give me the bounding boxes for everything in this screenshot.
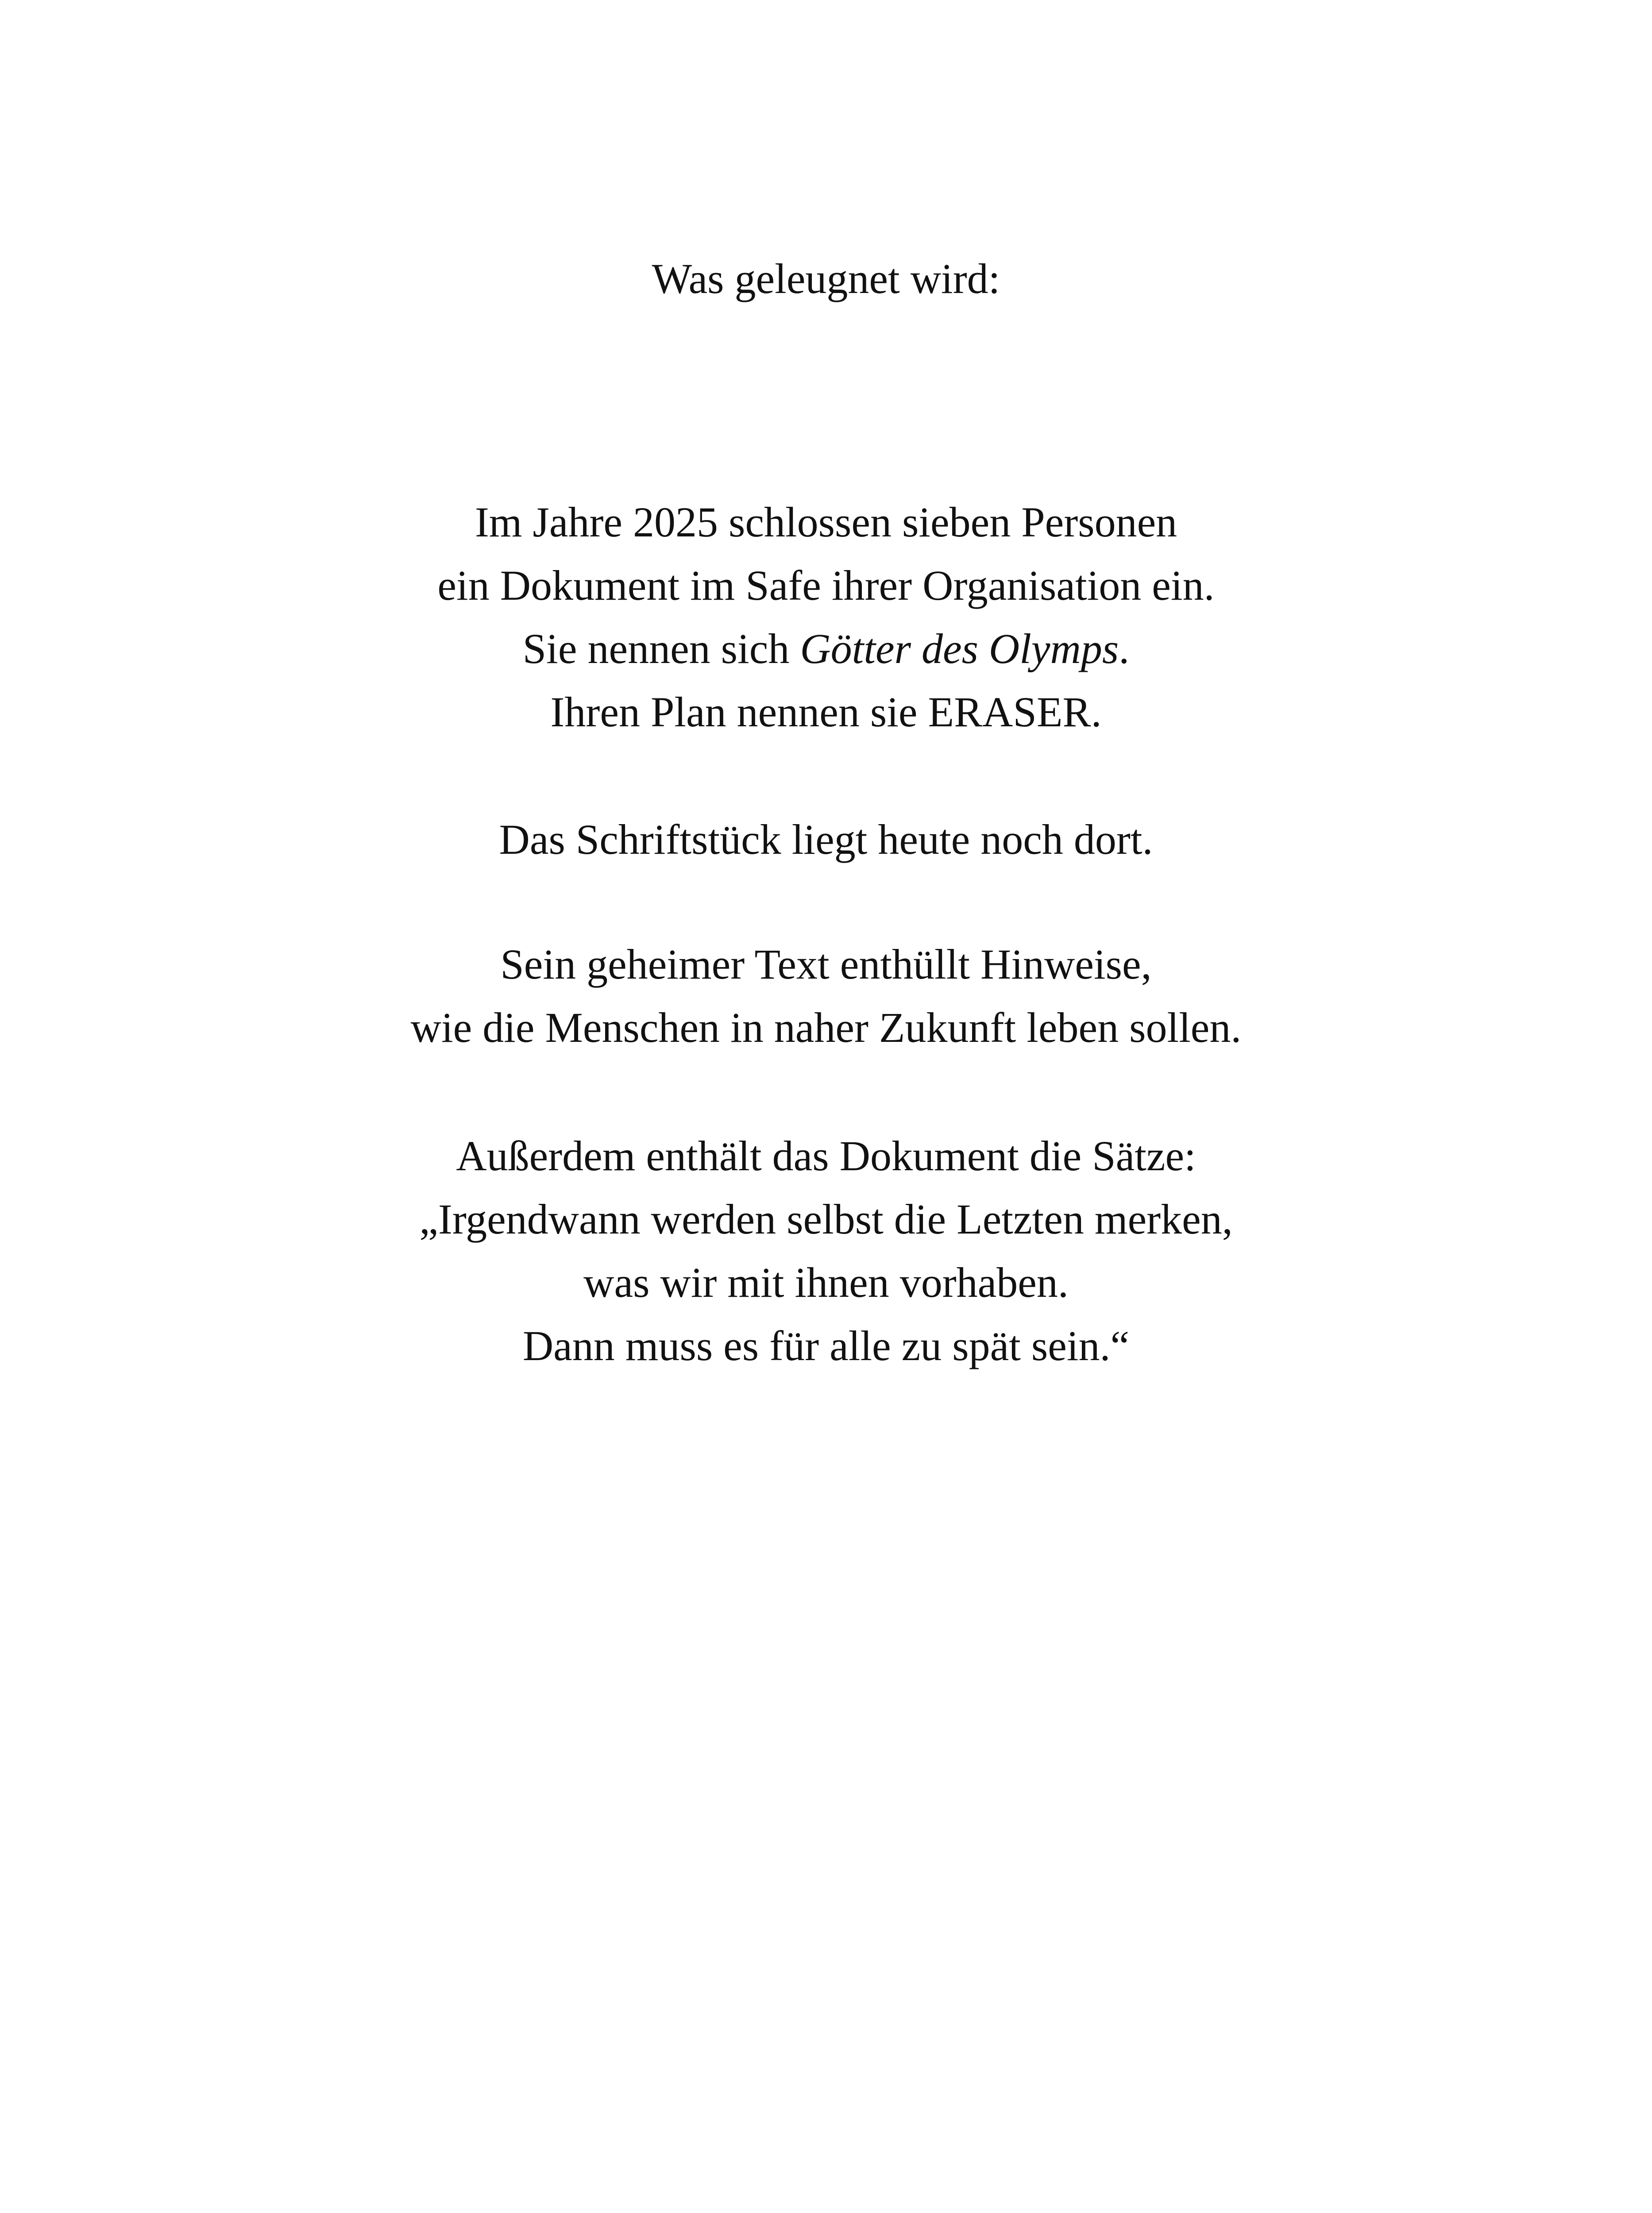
paragraph-1-line-3 [0,617,1652,680]
paragraph-1-line-3-suffix: . [1119,625,1130,672]
paragraph-4-line-3: was wir mit ihnen vorhaben. [583,1259,1069,1306]
paragraph-4-line-2: „Irgendwann werden selbst die Letzten merken, [419,1195,1233,1243]
paragraph-3 [0,933,1652,1059]
paragraph-1-line-4: Ihren Plan nennen sie ERASER. [550,688,1102,736]
page-heading: Was geleugnet wird: [652,255,1000,302]
paragraph-1 [0,490,1652,744]
paragraph-2-line-1: Das Schriftstück liegt heute noch dort. [499,816,1153,863]
paragraph-1-line-1: Im Jahre 2025 schlossen sieben Personen [475,498,1177,546]
paragraph-3-line-2: wie die Menschen in naher Zukunft leben sollen. [410,1004,1242,1051]
paragraph-1-line-3-prefix: Sie nennen sich [522,625,800,672]
paragraph-1-line-3-italic: Götter des Olymps [800,625,1119,672]
paragraph-1-line-2: ein Dokument im Safe ihrer Organisation ein. [437,562,1215,609]
paragraph-2 [0,808,1652,871]
paragraph-4-line-1: Außerdem enthält das Dokument die Sätze: [456,1132,1196,1180]
paragraph-4 [0,1124,1652,1377]
paragraph-3-line-1: Sein geheimer Text enthüllt Hinweise, [500,941,1152,988]
paragraph-4-line-4: Dann muss es für alle zu spät sein.“ [522,1322,1130,1369]
